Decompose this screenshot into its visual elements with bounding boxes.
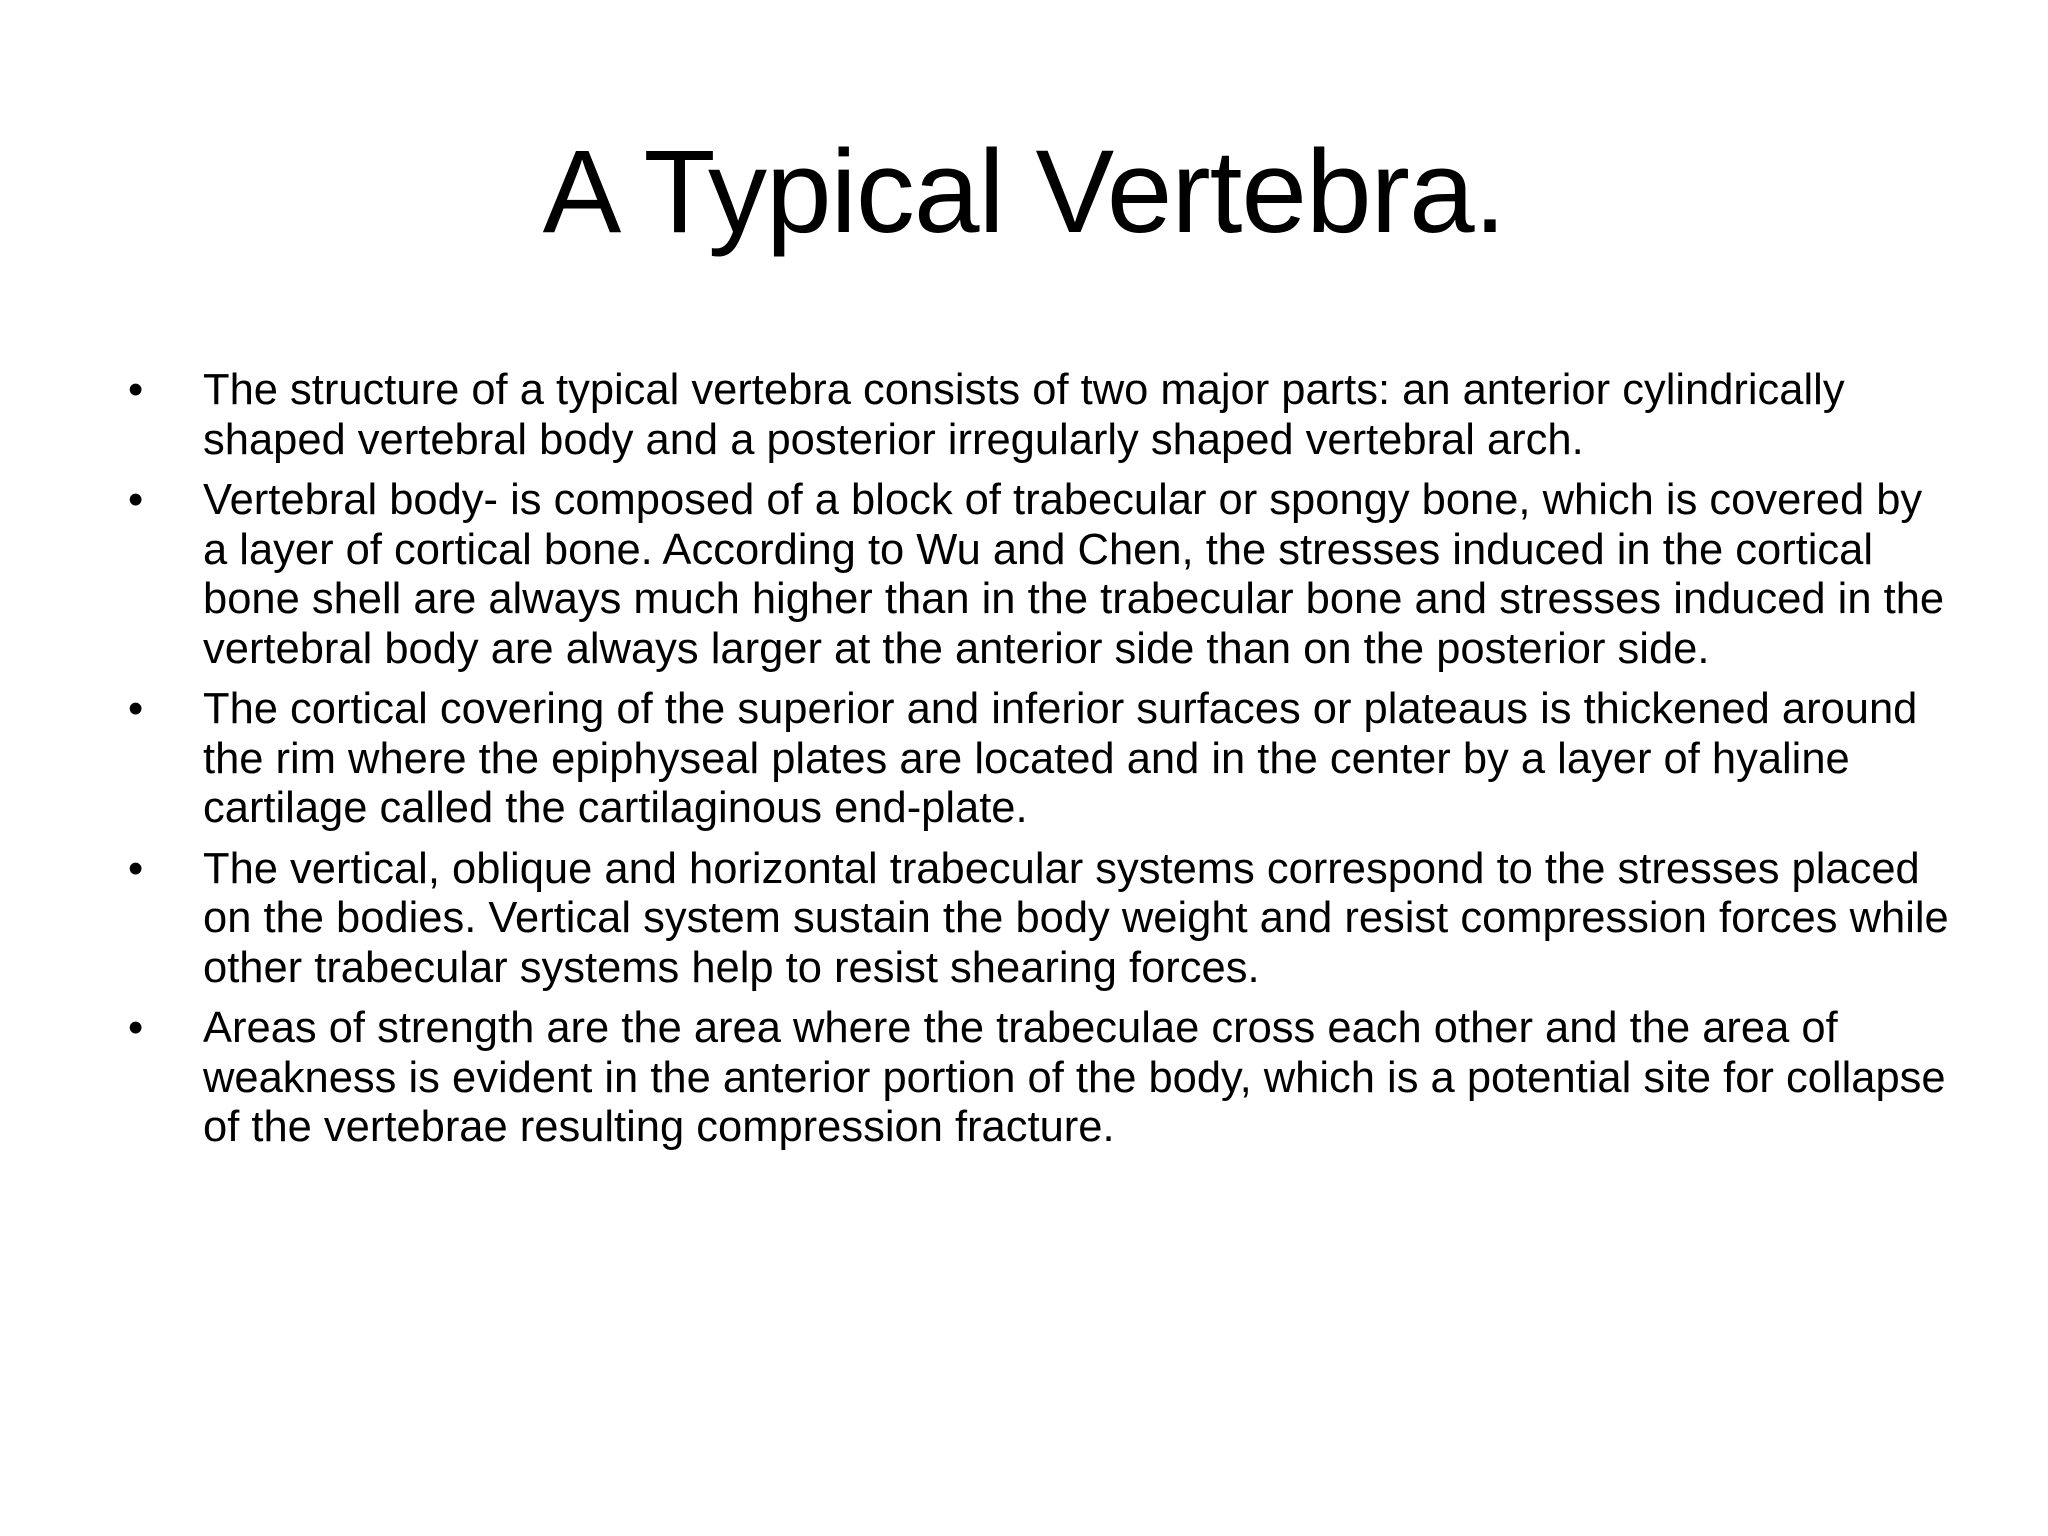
bullet-icon: • [128, 476, 144, 524]
bullet-list [120, 366, 1950, 1164]
bullet-item [120, 845, 1950, 994]
bullet-icon: • [128, 844, 144, 893]
bullet-text: The structure of a typical vertebra consists of two major parts: an anterior cylindrically shaped vertebral body and a posterior irregularly shaped vertebral arch. [203, 366, 1845, 464]
bullet-text: Vertebral body- is composed of a block of trabecular or spongy bone, which is covered by a layer of cortical bone. According to Wu and Chen, the stresses induced in the cortical bone shell are always much higher than in the trabecular bone and stresses induced in the vertebral body are always larger at the anterior side than on the posterior side. [203, 476, 1945, 673]
bullet-item [120, 685, 1950, 834]
bullet-item [120, 476, 1950, 674]
bullet-icon: • [128, 1004, 144, 1052]
bullet-text: The cortical covering of the superior and inferior surfaces or plateaus is thickened around the rim where the epiphyseal plates are located and in the center by a layer of hyaline cartilage called the cartilaginous end-plate. [203, 685, 1918, 832]
slide-title: A Typical Vertebra. [542, 126, 1506, 258]
bullet-icon: • [128, 366, 144, 414]
bullet-item [120, 366, 1950, 465]
bullet-item [120, 1004, 1950, 1153]
bullet-icon: • [128, 685, 144, 733]
bullet-text: The vertical, oblique and horizontal trabecular systems correspond to the stresses placed on the bodies. Vertical system sustain the body weight and resist compression forces while other trabecular systems help to resist shearing forces. [203, 844, 1949, 992]
bullet-text: Areas of strength are the area where the trabeculae cross each other and the area of weakness is evident in the anterior portion of the body, which is a potential site for collapse of the vertebrae resulting compression fracture. [203, 1004, 1946, 1151]
